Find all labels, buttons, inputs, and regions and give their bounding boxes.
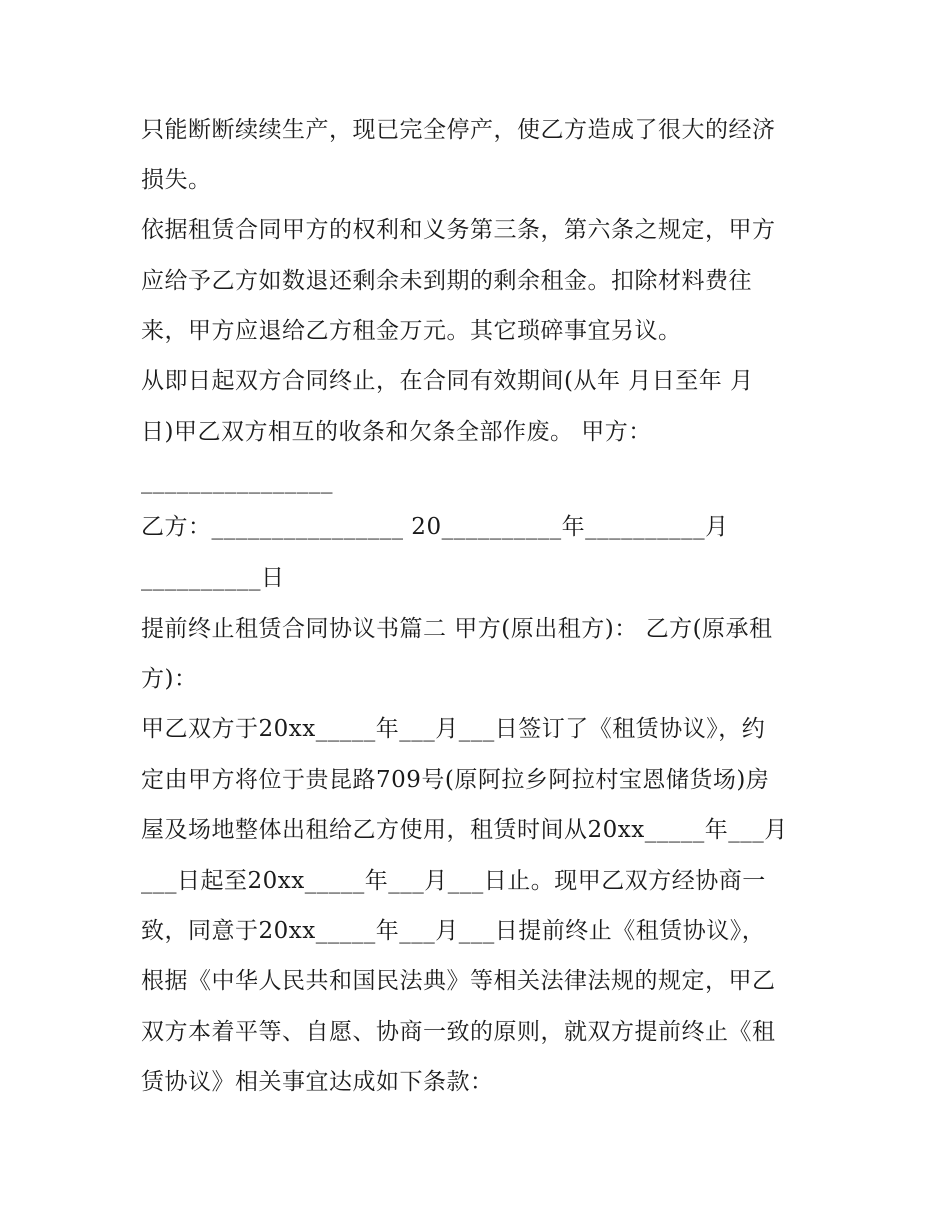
paragraph-line: 应给予乙方如数退还剩余未到期的剩余租金。扣除材料费往 — [141, 268, 752, 294]
paragraph-line: 损失。 — [141, 167, 212, 193]
paragraph-line: 方)： — [141, 666, 198, 692]
paragraph-line: 赁协议》相关事宜达成如下条款： — [141, 1069, 494, 1095]
paragraph-line: 甲乙双方于20xx_____年___月___日签订了《租赁协议》，约 — [141, 716, 766, 742]
paragraph-line: 来，甲方应退给乙方租金万元。其它琐碎事宜另议。 — [141, 318, 682, 344]
paragraph-line: 只能断断续续生产，现已完全停产，使乙方造成了很大的经济 — [141, 117, 776, 143]
paragraph-line: ___日起至20xx_____年___月___日止。现甲乙双方经协商一 — [141, 868, 766, 894]
signature-line: ________________ — [141, 468, 333, 494]
signature-date-line: 乙方：________________ 20__________年__________月 — [141, 514, 729, 540]
paragraph-line: 定由甲方将位于贵昆路709号(原阿拉乡阿拉村宝恩储货场)房 — [141, 767, 770, 793]
signature-date-line: __________日 — [141, 565, 285, 591]
paragraph-line: 致，同意于20xx_____年___月___日提前终止《租赁协议》， — [141, 918, 766, 944]
section-heading-line: 提前终止租赁合同协议书篇二 甲方(原出租方)： 乙方(原承租 — [141, 616, 773, 642]
paragraph-line: 双方本着平等、自愿、协商一致的原则，就双方提前终止《租 — [141, 1019, 776, 1045]
paragraph-line: 从即日起双方合同终止，在合同有效期间(从年 月日至年 月 — [141, 368, 754, 394]
paragraph-line: 日)甲乙双方相互的收条和欠条全部作废。 甲方： — [141, 419, 652, 445]
paragraph-line: 根据《中华人民共和国民法典》等相关法律法规的规定，甲乙 — [141, 968, 776, 994]
paragraph-line: 依据租赁合同甲方的权利和义务第三条，第六条之规定，甲方 — [141, 217, 776, 243]
paragraph-line: 屋及场地整体出租给乙方使用，租赁时间从20xx_____年___月 — [141, 817, 788, 843]
